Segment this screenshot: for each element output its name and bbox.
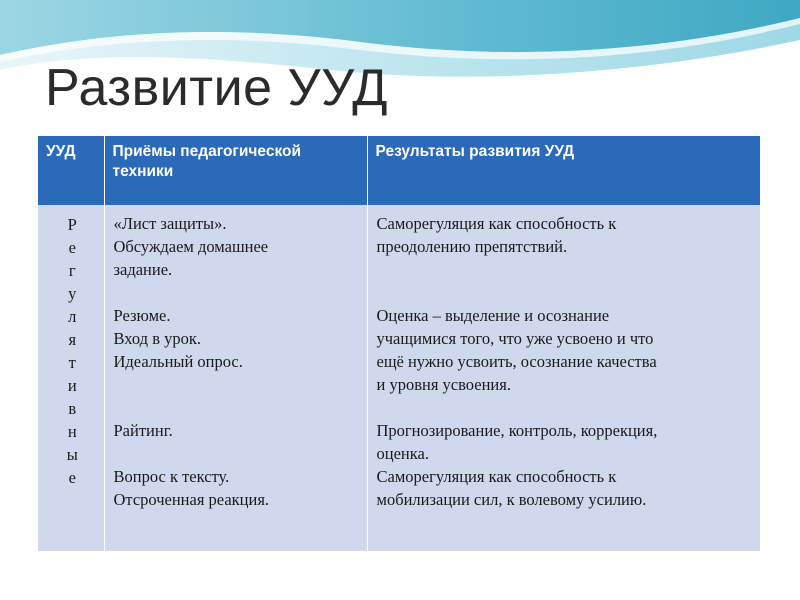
category-letter: е: [68, 238, 76, 257]
category-letter: и: [67, 376, 77, 395]
category-letter: н: [67, 422, 77, 441]
category-letter: я: [68, 330, 77, 349]
technique-line: Вопрос к тексту.: [113, 467, 230, 486]
category-letter: е: [68, 468, 76, 487]
result-line: и уровня усвоения.: [376, 375, 511, 394]
header-row: [38, 136, 760, 205]
category-letter: т: [68, 353, 76, 372]
category-cell-vertical: [38, 205, 104, 551]
column-header-techniques: Приёмы педагогической техники: [104, 136, 367, 205]
results-cell: [367, 205, 760, 551]
category-letter: г: [68, 261, 76, 280]
uud-table: [38, 136, 760, 551]
technique-line: Обсуждаем домашнее: [113, 237, 269, 256]
result-line: преодолению препятствий.: [376, 237, 568, 256]
result-line: Оценка – выделение и осознание: [376, 306, 610, 325]
table-row: [38, 205, 760, 551]
result-line: Прогнозирование, контроль, коррекция,: [376, 421, 658, 440]
category-letter: л: [68, 307, 77, 326]
category-letter: у: [68, 284, 77, 303]
result-line: ещё нужно усвоить, осознание качества: [376, 352, 657, 371]
category-letter: ы: [66, 445, 78, 464]
category-letter: Р: [67, 215, 77, 234]
column-header-results: Результаты развития УУД: [367, 136, 760, 205]
table-header: [38, 136, 760, 205]
result-line: оценка.: [376, 444, 429, 463]
result-line: Саморегуляция как способность к: [376, 467, 617, 486]
technique-line: Резюме.: [113, 306, 171, 325]
page-title: Развитие УУД: [45, 59, 388, 117]
technique-line: Отсроченная реакция.: [113, 490, 270, 509]
technique-line: «Лист защиты».: [113, 214, 227, 233]
technique-line: Вход в урок.: [113, 329, 202, 348]
result-line: учащимися того, что уже усвоено и что: [376, 329, 654, 348]
column-header-uud: УУД: [38, 136, 104, 205]
technique-line: Идеальный опрос.: [113, 352, 243, 371]
technique-line: Райтинг.: [113, 421, 173, 440]
result-line: Саморегуляция как способность к: [376, 214, 617, 233]
technique-line: задание.: [113, 260, 173, 279]
result-line: мобилизации сил, к волевому усилию.: [376, 490, 647, 509]
category-letter: в: [68, 399, 77, 418]
techniques-cell: [104, 205, 367, 551]
